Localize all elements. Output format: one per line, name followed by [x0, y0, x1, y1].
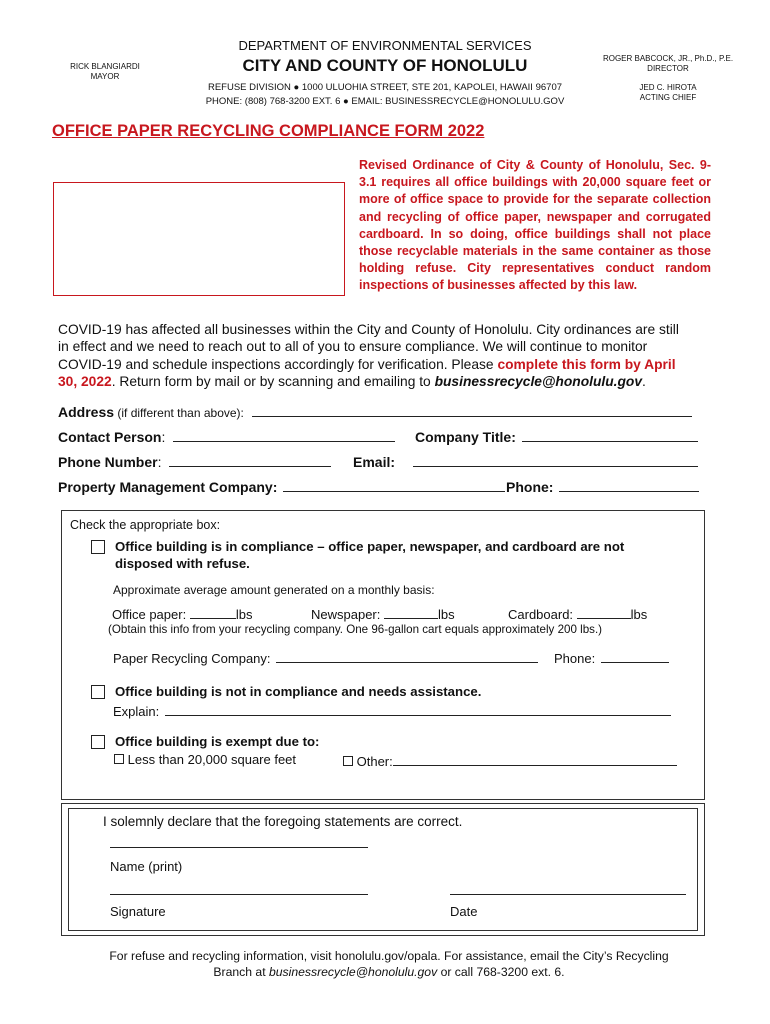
- address-row: [58, 403, 703, 422]
- office-paper-label: Office paper:: [112, 607, 187, 622]
- name-label: Name (print): [110, 859, 183, 874]
- footer-line-2: [60, 965, 718, 981]
- property-phone-label: Phone:: [506, 479, 554, 495]
- noncompliance-checkbox[interactable]: [91, 685, 105, 699]
- office-paper-unit: lbs: [235, 607, 253, 622]
- explain-field[interactable]: [165, 702, 671, 716]
- phone-row: Phone Number:: [58, 453, 331, 471]
- cardboard-unit: lbs: [630, 607, 648, 622]
- mayor-title: MAYOR: [90, 72, 120, 81]
- compliance-checkbox[interactable]: [91, 540, 105, 554]
- deputy-title: ACTING CHIEF: [639, 93, 697, 102]
- city-name: CITY AND COUNTY OF HONOLULU: [242, 56, 528, 75]
- date-label: Date: [450, 904, 478, 919]
- exempt-size-label: Less than 20,000 square feet: [127, 752, 297, 767]
- property-row: [58, 478, 505, 496]
- company-title-label: Company Title:: [415, 429, 516, 445]
- paper-company-label: Paper Recycling Company:: [113, 651, 271, 666]
- email-field[interactable]: [413, 453, 698, 467]
- header-center: [190, 38, 580, 107]
- phone-field[interactable]: [169, 453, 331, 467]
- division-address: REFUSE DIVISION ● 1000 ULUOHIA STREET, STE 201, KAPOLEI, HAWAII 96707: [207, 82, 563, 93]
- deadline-text: complete this form by April 30, 2022: [58, 356, 676, 389]
- paper-phone-label: Phone:: [554, 651, 596, 666]
- footer-line-2b: or call 768-3200 ext. 6.: [437, 964, 565, 979]
- cardboard-label: Cardboard:: [508, 607, 574, 622]
- contact-row: Contact Person:: [58, 428, 395, 446]
- company-title-field[interactable]: [522, 428, 698, 442]
- paper-company-row: [113, 649, 538, 666]
- signature-label: Signature: [110, 904, 166, 919]
- intro-text-1: COVID-19 has affected all businesses within the City and County of Honolulu. City ordinances are still in effect and we need to reach out to all of you to ensure compliance. We will continue to monitor COVID-19 and schedule inspections accordingly for verification. Please: [58, 322, 679, 372]
- email-label: Email:: [353, 454, 396, 470]
- deputy-name: JED C. HIROTA: [639, 83, 697, 92]
- footer-line-2a: Branch at: [213, 964, 269, 979]
- exempt-other-label: Other:: [356, 754, 393, 769]
- name-line[interactable]: [110, 847, 368, 848]
- exempt-other-checkbox[interactable]: [343, 756, 353, 766]
- cardboard-field[interactable]: [577, 605, 631, 619]
- form-title: OFFICE PAPER RECYCLING COMPLIANCE FORM 2022: [52, 122, 485, 140]
- office-paper-field[interactable]: [190, 605, 236, 619]
- paper-phone-row: [554, 649, 669, 666]
- footer-line-1: For refuse and recycling information, visit honolulu.gov/opala. For assistance, email the City’s Recycling: [109, 949, 669, 963]
- office-paper-row: [112, 605, 252, 622]
- ordinance-text: Revised Ordinance of City & County of Honolulu, Sec. 9-3.1 requires all office buildings with 20,000 square feet or more of office space to provide for the separate collection and recycling of office paper, newspaper and corrugated cardboard. In so doing, office buildings shall not place those recyclable materials in the same container as those holding refuse. City representatives conduct random inspections of businesses affected by this law.: [359, 158, 711, 293]
- cardboard-row: [508, 605, 647, 622]
- explain-row: [113, 702, 671, 719]
- checklist-heading: Check the appropriate box:: [70, 518, 221, 532]
- exempt-label: Office building is exempt due to:: [115, 734, 320, 749]
- email-row: [353, 453, 698, 471]
- label-box: [53, 182, 345, 296]
- department-name: DEPARTMENT OF ENVIRONMENTAL SERVICES: [238, 38, 532, 53]
- exempt-checkbox[interactable]: [91, 735, 105, 749]
- exempt-size-checkbox[interactable]: [114, 754, 124, 764]
- noncompliance-label: Office building is not in compliance and needs assistance.: [115, 684, 482, 699]
- newspaper-row: [311, 605, 455, 622]
- address-note: (if different than above):: [114, 406, 244, 420]
- property-label: Property Management Company:: [58, 479, 278, 495]
- newspaper-label: Newspaper:: [311, 607, 381, 622]
- mayor-name: RICK BLANGIARDI: [70, 62, 140, 71]
- intro-paragraph: [58, 321, 688, 390]
- company-title-row: [415, 428, 698, 446]
- paper-phone-field[interactable]: [601, 649, 669, 663]
- intro-text-2: . Return form by mail or by scanning and emailing to: [111, 373, 435, 389]
- address-label: Address: [58, 404, 115, 420]
- newspaper-field[interactable]: [384, 605, 438, 619]
- property-phone-row: [506, 478, 699, 496]
- phone-label: Phone Number: [58, 454, 158, 470]
- director-title: DIRECTOR: [647, 64, 689, 73]
- address-field[interactable]: [252, 403, 692, 417]
- intro-text-3: .: [642, 373, 646, 389]
- exempt-other-field[interactable]: [393, 752, 677, 766]
- director-name: ROGER BABCOCK, JR., Ph.D., P.E.: [602, 54, 734, 63]
- obtain-note: (Obtain this info from your recycling company. One 96-gallon cart equals approximately 200 lbs.): [108, 623, 603, 636]
- footer-email[interactable]: businessrecycle@honolulu.gov: [268, 964, 438, 979]
- exempt-other-row: [343, 752, 677, 769]
- contact-person-field[interactable]: [173, 428, 395, 442]
- contact-label: Contact Person: [58, 429, 162, 445]
- compliance-label: Office building is in compliance – office paper, newspaper, and cardboard are not disposed with refuse.: [115, 539, 625, 571]
- property-company-field[interactable]: [283, 478, 505, 492]
- exempt-size-row: [114, 752, 296, 767]
- date-line[interactable]: [450, 894, 686, 895]
- signature-line[interactable]: [110, 894, 368, 895]
- approx-text: Approximate average amount generated on a monthly basis:: [113, 583, 435, 597]
- footer: [60, 949, 718, 980]
- property-phone-field[interactable]: [559, 478, 699, 492]
- return-email: businessrecycle@honolulu.gov: [434, 373, 643, 389]
- paper-company-field[interactable]: [276, 649, 538, 663]
- explain-label: Explain:: [113, 704, 160, 719]
- declaration-statement: I solemnly declare that the foregoing statements are correct.: [103, 814, 463, 829]
- division-contact: PHONE: (808) 768-3200 EXT. 6 ● EMAIL: BUSINESSRECYCLE@HONOLULU.GOV: [205, 96, 565, 107]
- mayor-block: [50, 62, 160, 82]
- newspaper-unit: lbs: [438, 607, 455, 622]
- director-block: [588, 54, 748, 103]
